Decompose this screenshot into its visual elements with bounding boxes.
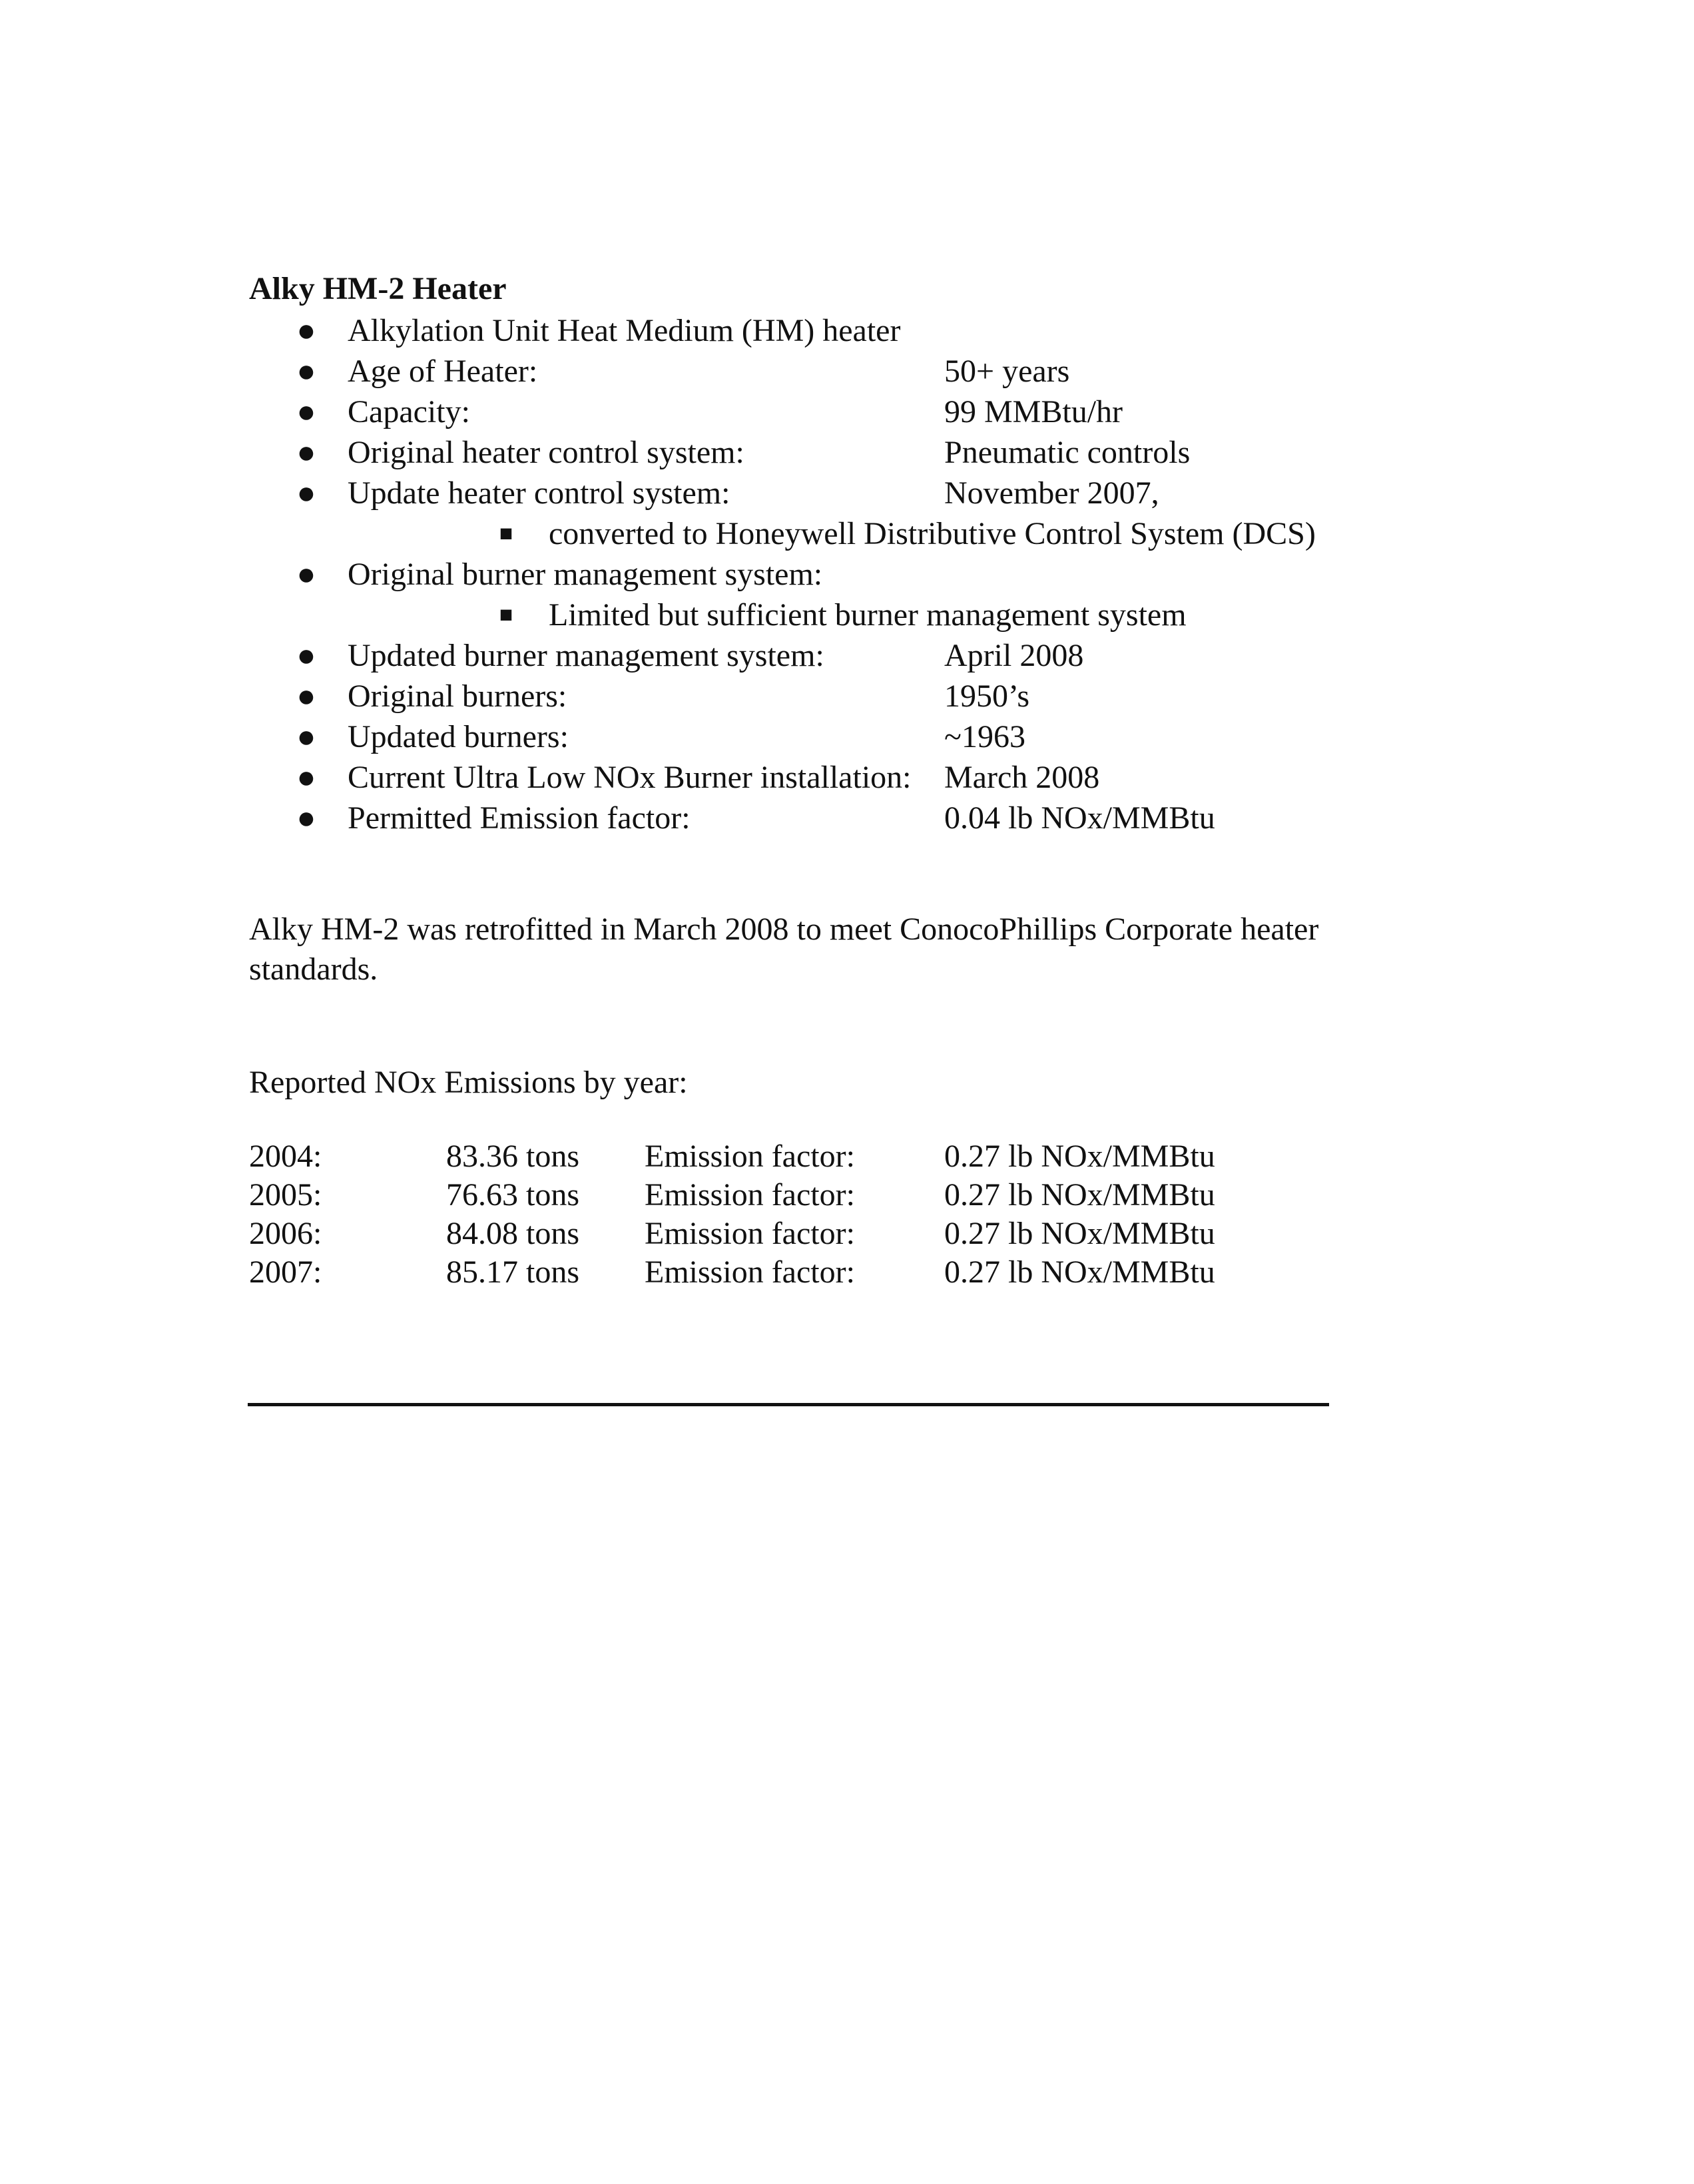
bullet-icon: ●: [296, 800, 316, 836]
emissions-row: [0, 1253, 1694, 1292]
emissions-factor-value: 0.27 lb NOx/MMBtu: [944, 1254, 1215, 1290]
spec-value: 50+ years: [944, 354, 1070, 389]
spec-value: April 2008: [944, 638, 1084, 673]
emissions-year: 2007:: [249, 1254, 322, 1290]
bullet-icon: ●: [296, 313, 316, 348]
square-bullet-icon: ■: [499, 603, 513, 627]
spec-value: March 2008: [944, 760, 1100, 795]
spec-label: Updated burners:: [348, 719, 569, 754]
spec-label: Original heater control system:: [348, 435, 744, 470]
spec-sublabel: Limited but sufficient burner management system: [549, 597, 1187, 633]
spec-item: [0, 554, 1694, 595]
spec-label: Original burner management system:: [348, 557, 823, 592]
spec-value: November 2007,: [944, 475, 1159, 511]
bullet-icon: ●: [296, 638, 316, 673]
spec-label: Permitted Emission factor:: [348, 800, 691, 836]
emissions-year: 2005:: [249, 1177, 322, 1213]
emissions-row: [0, 1215, 1694, 1253]
spec-item: [0, 635, 1694, 676]
bullet-icon: ●: [296, 435, 316, 470]
emissions-row: [0, 1137, 1694, 1176]
bullet-icon: ●: [296, 354, 316, 389]
bullet-icon: ●: [296, 679, 316, 714]
spec-item: [0, 716, 1694, 757]
emissions-tons: 85.17 tons: [446, 1254, 580, 1290]
spec-list: [0, 310, 1694, 838]
spec-item: [0, 310, 1694, 351]
spec-item: [0, 473, 1694, 513]
spec-label: Update heater control system:: [348, 475, 730, 511]
spec-subitem: [0, 513, 1694, 554]
spec-label: Capacity:: [348, 394, 470, 429]
spec-value: 1950’s: [944, 679, 1030, 714]
emissions-year: 2006:: [249, 1216, 322, 1251]
emissions-factor-label: Emission factor:: [645, 1177, 855, 1213]
emissions-year: 2004:: [249, 1139, 322, 1174]
spec-item: [0, 798, 1694, 838]
emissions-factor-label: Emission factor:: [645, 1254, 855, 1290]
spec-subitem: [0, 595, 1694, 635]
bullet-icon: ●: [296, 394, 316, 429]
spec-item: [0, 676, 1694, 716]
emissions-tons: 83.36 tons: [446, 1139, 580, 1174]
emissions-factor-label: Emission factor:: [645, 1216, 855, 1251]
spec-item: [0, 392, 1694, 432]
spec-sublabel: converted to Honeywell Distributive Control System (DCS): [549, 516, 1316, 551]
emissions-factor-label: Emission factor:: [645, 1139, 855, 1174]
spec-label: Alkylation Unit Heat Medium (HM) heater: [348, 313, 901, 348]
emissions-tons: 76.63 tons: [446, 1177, 580, 1213]
emissions-table: [0, 1137, 1694, 1292]
spec-label: Age of Heater:: [348, 354, 538, 389]
bullet-icon: ●: [296, 760, 316, 795]
spec-item: [0, 757, 1694, 798]
emissions-title: Reported NOx Emissions by year:: [249, 1065, 688, 1100]
spec-value: 0.04 lb NOx/MMBtu: [944, 800, 1215, 836]
spec-item: [0, 432, 1694, 473]
spec-value: Pneumatic controls: [944, 435, 1191, 470]
section-heading: Alky HM-2 Heater: [249, 271, 507, 306]
bullet-icon: ●: [296, 475, 316, 511]
emissions-factor-value: 0.27 lb NOx/MMBtu: [944, 1177, 1215, 1213]
horizontal-rule: [248, 1403, 1329, 1406]
retrofit-paragraph: Alky HM-2 was retrofitted in March 2008 to meet ConocoPhillips Corporate heater standards.: [249, 912, 1319, 987]
spec-item: [0, 351, 1694, 392]
emissions-row: [0, 1176, 1694, 1215]
emissions-factor-value: 0.27 lb NOx/MMBtu: [944, 1139, 1215, 1174]
emissions-tons: 84.08 tons: [446, 1216, 580, 1251]
square-bullet-icon: ■: [499, 521, 513, 546]
bullet-icon: ●: [296, 719, 316, 754]
spec-label: Original burners:: [348, 679, 567, 714]
spec-value: 99 MMBtu/hr: [944, 394, 1123, 429]
emissions-factor-value: 0.27 lb NOx/MMBtu: [944, 1216, 1215, 1251]
spec-label: Updated burner management system:: [348, 638, 824, 673]
spec-value: ~1963: [944, 719, 1025, 754]
bullet-icon: ●: [296, 557, 316, 592]
spec-label: Current Ultra Low NOx Burner installation:: [348, 760, 912, 795]
